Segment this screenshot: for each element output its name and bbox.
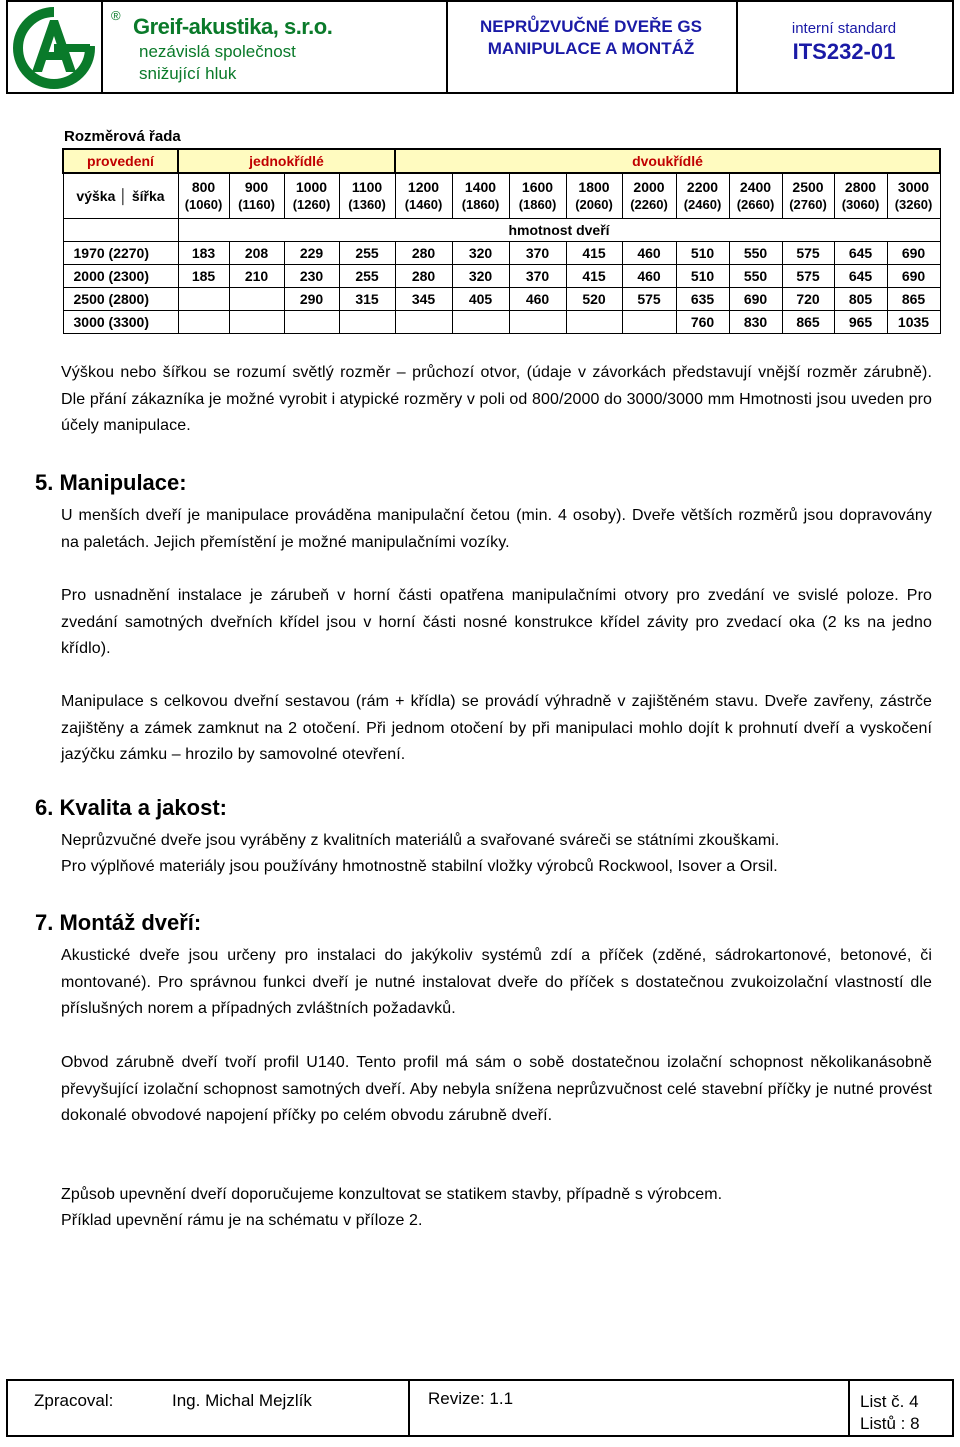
company-subtitle-1: nezávislá společnost xyxy=(139,42,296,61)
weight-cell: 320 xyxy=(452,242,509,265)
title-line-1: NEPRŮZVUČNÉ DVEŘE GS xyxy=(480,17,702,36)
zpracoval-label: Zpracoval: xyxy=(34,1391,114,1410)
weight-cell: 690 xyxy=(887,242,940,265)
weight-cell: 208 xyxy=(229,242,284,265)
weight-cell xyxy=(509,311,566,334)
row-height-label: 1970 (2270) xyxy=(63,242,178,265)
width-header xyxy=(395,173,452,219)
width-value: 2000 xyxy=(633,179,665,195)
weight-cell: 510 xyxy=(676,265,729,288)
width-header xyxy=(729,173,782,219)
weight-cell: 645 xyxy=(834,265,887,288)
document-footer xyxy=(6,1379,954,1437)
weight-cell: 575 xyxy=(782,242,834,265)
width-value: 2400 xyxy=(739,179,772,195)
paragraph-dimensions-note: Výškou nebo šířkou se rozumí světlý rozměr – průchozí otvor, (údaje v závorkách představují vnější rozměr zárubně). Dle přání zákazníka je možné vyrobit i atypické rozměry v poli od 800/2000 do 3000/3000 mm Hmotnosti jsou uveden pro účely manipulace. xyxy=(61,364,932,434)
weight-cell: 370 xyxy=(509,242,566,265)
weight-cell: 965 xyxy=(834,311,887,334)
weight-cell: 185 xyxy=(178,265,229,288)
vyska-sirka-header: výška │ šířka xyxy=(63,173,178,219)
width-header xyxy=(509,173,566,219)
weight-cell: 520 xyxy=(566,288,622,311)
weight-cell: 210 xyxy=(229,265,284,288)
width-value: 1000 xyxy=(295,179,328,195)
weight-cell: 255 xyxy=(339,242,395,265)
weight-cell: 405 xyxy=(452,288,509,311)
jednokridle-header: jednokřídlé xyxy=(178,149,395,173)
weight-cell: 760 xyxy=(676,311,729,334)
standard-block xyxy=(736,2,952,92)
weight-cell: 690 xyxy=(729,288,782,311)
weight-cell: 460 xyxy=(622,265,676,288)
width-outer-value: (2460) xyxy=(683,197,722,212)
weight-cell: 415 xyxy=(566,242,622,265)
width-header xyxy=(339,173,395,219)
width-value: 1400 xyxy=(464,179,497,195)
paragraph-montaz-1: Akustické dveře jsou určeny pro instalaci do jakýkoliv systémů zdí a příček (zděné, sádrokartonové, betonové, či montované). Pro správnou funkci dveří je nutné instalovat dveře do příček s dostatečnou zvukoizolační vlastností dle příslušných norem a případných zvláštních požadavků. xyxy=(61,947,932,1017)
weight-cell: 720 xyxy=(782,288,834,311)
weight-cell xyxy=(229,288,284,311)
weight-cell: 550 xyxy=(729,265,782,288)
paragraph-manipulace-1: U menších dveří je manipulace prováděna manipulační četou (min. 4 osoby). Dveře větších rozměrů jsou dopravovány na paletách. Jejich přemístění je možné manipulačními vozíky. xyxy=(61,507,932,551)
weight-cell xyxy=(395,311,452,334)
company-subtitle-2: snižující hluk xyxy=(139,64,237,83)
weight-cell xyxy=(284,311,339,334)
width-header xyxy=(887,173,940,219)
weight-cell: 280 xyxy=(395,242,452,265)
page-count: Listů : 8 xyxy=(860,1414,920,1433)
footer-author-cell xyxy=(8,1381,410,1435)
registered-mark: ® xyxy=(111,8,121,23)
company-name: Greif-akustika, s.r.o. xyxy=(133,14,333,39)
width-header xyxy=(676,173,729,219)
weight-cell: 320 xyxy=(452,265,509,288)
width-value: 2500 xyxy=(792,179,824,195)
page-number: List č. 4 xyxy=(860,1392,919,1411)
weight-cell: 550 xyxy=(729,242,782,265)
width-outer-value: (1160) xyxy=(238,197,275,212)
weight-cell: 645 xyxy=(834,242,887,265)
table-cell xyxy=(63,219,178,242)
width-header xyxy=(622,173,676,219)
width-outer-value: (1060) xyxy=(184,197,223,212)
width-value: 1100 xyxy=(351,179,383,195)
weight-cell: 280 xyxy=(395,265,452,288)
width-outer-value: (2760) xyxy=(789,197,827,212)
dimension-table xyxy=(62,148,941,334)
weight-cell: 830 xyxy=(729,311,782,334)
weight-cell: 290 xyxy=(284,288,339,311)
width-outer-value: (2060) xyxy=(575,197,613,212)
width-outer-value: (1460) xyxy=(404,197,443,212)
row-height-label: 2000 (2300) xyxy=(63,265,178,288)
weight-cell: 370 xyxy=(509,265,566,288)
table-row xyxy=(63,288,940,311)
width-outer-value: (1860) xyxy=(461,197,500,212)
width-value: 800 xyxy=(191,179,216,195)
hmotnost-header: hmotnost dveří xyxy=(178,219,940,242)
section-heading-montaz: 7. Montáž dveří: xyxy=(35,910,202,935)
table-row xyxy=(63,265,940,288)
paragraph-montaz-3: Způsob upevnění dveří doporučujeme konzultovat se statikem stavby, případně s výrobcem. xyxy=(61,1186,723,1203)
document-header xyxy=(6,0,954,94)
weight-cell: 510 xyxy=(676,242,729,265)
width-outer-value: (1360) xyxy=(348,197,386,212)
greif-logo-icon xyxy=(8,2,101,92)
dvoukridle-header: dvoukřídlé xyxy=(395,149,940,173)
provedeni-header: provedení xyxy=(63,149,178,173)
weight-cell xyxy=(566,311,622,334)
row-height-label: 2500 (2800) xyxy=(63,288,178,311)
weight-cell: 1035 xyxy=(887,311,940,334)
paragraph-kvalita-2: Pro výplňové materiály jsou používány hmotnostně stabilní vložky výrobců Rockwool, Isover a Orsil. xyxy=(61,858,778,875)
weight-cell: 415 xyxy=(566,265,622,288)
width-outer-value: (1260) xyxy=(292,197,331,212)
weight-cell: 575 xyxy=(622,288,676,311)
row-height-label: 3000 (3300) xyxy=(63,311,178,334)
width-outer-value: (1860) xyxy=(518,197,557,212)
weight-cell: 315 xyxy=(339,288,395,311)
weight-cell xyxy=(178,311,229,334)
weight-cell: 460 xyxy=(622,242,676,265)
company-block xyxy=(101,2,448,92)
section-heading-kvalita: 6. Kvalita a jakost: xyxy=(35,795,227,820)
weight-cell: 805 xyxy=(834,288,887,311)
weight-cell: 345 xyxy=(395,288,452,311)
width-header xyxy=(452,173,509,219)
paragraph-montaz-2: Obvod zárubně dveří tvoří profil U140. Tento profil má sám o sobě dostatečnou izolační schopnost několikanásobně převyšující izolační schopnost samotných dveří. Aby nebyla snížena neprůzvučnost celé stavební příčky je nutné provést dokonalé obvodové napojení příčky po celém obvodu zárubně dveří. xyxy=(61,1054,932,1124)
width-value: 900 xyxy=(244,179,269,195)
width-header xyxy=(178,173,229,219)
weight-cell: 635 xyxy=(676,288,729,311)
paragraph-manipulace-2: Pro usnadnění instalace je zárubeň v horní části opatřena manipulačními otvory pro zvedání ve svislé poloze. Pro zvedání samotných dveřních křídel jsou v horní části nosné konstrukce křídel závity pro zvedací oka (2 ks na jedno křídlo). xyxy=(61,587,932,657)
weight-cell: 460 xyxy=(509,288,566,311)
width-header xyxy=(229,173,284,219)
author-name: Ing. Michal Mejzlík xyxy=(172,1391,312,1410)
width-outer-value: (2660) xyxy=(736,197,775,212)
width-header xyxy=(834,173,887,219)
footer-revision-cell xyxy=(408,1381,850,1435)
width-header xyxy=(284,173,339,219)
paragraph-kvalita-1: Neprůzvučné dveře jsou vyráběny z kvalitních materiálů a svařované sváreči se státními zkouškami. xyxy=(61,832,780,849)
weight-cell: 865 xyxy=(782,311,834,334)
table-row xyxy=(63,242,940,265)
width-outer-value: (3060) xyxy=(841,197,880,212)
standard-code: ITS232-01 xyxy=(792,39,896,64)
title-line-2: MANIPULACE A MONTÁŽ xyxy=(487,39,695,58)
weight-cell: 575 xyxy=(782,265,834,288)
width-header xyxy=(782,173,834,219)
weight-cell xyxy=(339,311,395,334)
weight-cell: 690 xyxy=(887,265,940,288)
width-value: 2200 xyxy=(686,179,719,195)
weight-cell: 230 xyxy=(284,265,339,288)
paragraph-manipulace-3: Manipulace s celkovou dveřní sestavou (rám + křídla) se provádí výhradně v zajištěném stavu. Dveře zavřeny, zástrče zajištěny a zámek zamknut na 2 otočení. Při jednom otočení by při manipulaci mohlo dojít k prohnutí dveří a vyskočení jazýčku zámku – hrozilo by samovolné otevření. xyxy=(61,693,932,763)
weight-cell xyxy=(622,311,676,334)
standard-label: interní standard xyxy=(791,20,897,37)
weight-cell xyxy=(452,311,509,334)
weight-cell xyxy=(229,311,284,334)
width-outer-value: (3260) xyxy=(894,197,933,212)
table-row xyxy=(63,149,940,173)
width-value: 2800 xyxy=(844,179,877,195)
width-value: 3000 xyxy=(897,179,930,195)
table-row xyxy=(63,219,940,242)
company-logo xyxy=(8,2,103,92)
width-outer-value: (2260) xyxy=(630,197,668,212)
table-row xyxy=(63,173,940,219)
section-heading-manipulace: 5. Manipulace: xyxy=(35,470,187,495)
width-value: 1200 xyxy=(407,179,440,195)
weight-cell: 183 xyxy=(178,242,229,265)
revision-label: Revize: 1.1 xyxy=(428,1389,514,1408)
width-value: 1800 xyxy=(578,179,610,195)
width-value: 1600 xyxy=(521,179,554,195)
width-header xyxy=(566,173,622,219)
paragraph-montaz-4: Příklad upevnění rámu je na schématu v příloze 2. xyxy=(61,1212,423,1229)
weight-cell: 229 xyxy=(284,242,339,265)
document-title xyxy=(446,2,738,92)
weight-cell: 255 xyxy=(339,265,395,288)
table-caption: Rozměrová řada xyxy=(64,128,181,145)
footer-page-cell xyxy=(848,1381,952,1435)
weight-cell xyxy=(178,288,229,311)
weight-cell: 865 xyxy=(887,288,940,311)
table-row xyxy=(63,311,940,334)
